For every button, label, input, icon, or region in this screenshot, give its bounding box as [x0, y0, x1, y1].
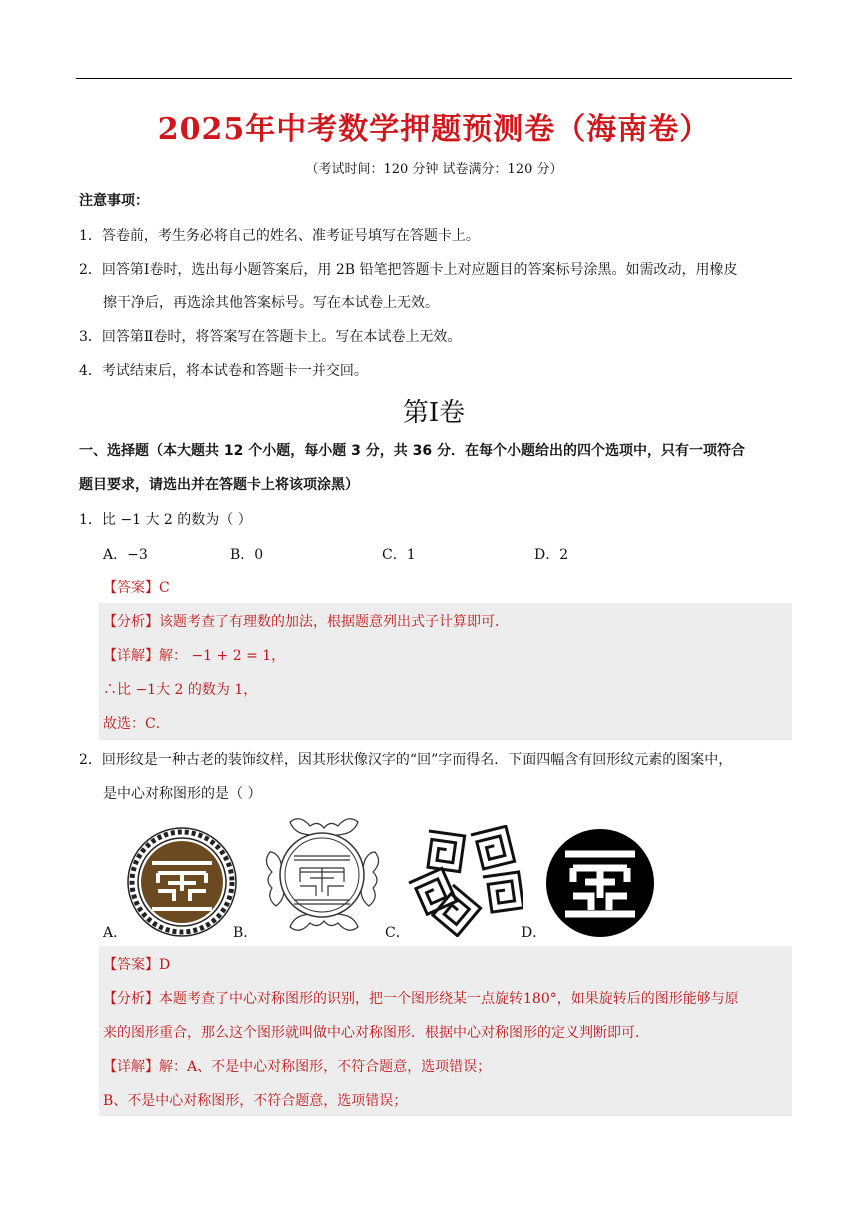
q1-detail-1: 【详解】解： −1 + 2 = 1，	[103, 648, 286, 664]
q2-analysis-cont: 来的图形重合，那么这个图形就叫做中心对称图形．根据中心对称图形的定义判断即可．	[103, 1025, 649, 1041]
pattern-a-figure	[125, 827, 239, 937]
q2-stem-cont: 是中心对称图形的是（ ）	[103, 786, 262, 802]
q1-detail-3: 故选：C．	[103, 716, 170, 732]
notice-heading: 注意事项：	[79, 193, 149, 209]
q1-analysis: 【分析】该题考查了有理数的加法，根据题意列出式子计算即可．	[103, 614, 509, 630]
notice-item-1: 1．答卷前，考生务必将自己的姓名、准考证号填写在答题卡上。	[79, 228, 480, 244]
q1-answer: 【答案】C	[103, 580, 170, 596]
q2-detail-2: B、不是中心对称图形，不符合题意，选项错误；	[103, 1093, 408, 1109]
q2-label-b: B．	[233, 925, 258, 941]
pattern-d-figure	[545, 828, 655, 938]
q2-stem: 2．回形纹是一种古老的装饰纹样，因其形状像汉字的“回”字而得名．下面四幅含有回形纹元素的图案中，	[79, 752, 733, 768]
header-rule	[76, 78, 792, 79]
notice-item-3: 3．回答第Ⅱ卷时，将答案写在答题卡上。写在本试卷上无效。	[79, 329, 462, 345]
q2-label-c: C．	[385, 925, 410, 941]
section-title: 第Ⅰ卷	[402, 398, 466, 428]
pattern-c-figure	[405, 825, 523, 937]
q2-detail-1: 【详解】解：A、不是中心对称图形，不符合题意，选项错误；	[103, 1059, 492, 1075]
q2-label-a: A．	[103, 925, 128, 941]
q1-detail-2: ∴比 −1大 2 的数为 1，	[103, 682, 258, 698]
q1-stem: 1．比 −1 大 2 的数为（ ）	[79, 512, 252, 528]
notice-item-4: 4．考试结束后，将本试卷和答题卡一并交回。	[79, 363, 368, 379]
q2-answer: 【答案】D	[103, 957, 171, 973]
q1-option-d: D．2	[534, 547, 569, 563]
exam-info: （考试时间：120 分钟 试卷满分：120 分）	[305, 162, 563, 177]
notice-item-2: 2．回答第Ⅰ卷时，选出每小题答案后，用 2B 铅笔把答题卡上对应题目的答案标号涂黑。如需改动，用橡皮	[79, 262, 738, 278]
section-instruction: 一、选择题（本大题共 12 个小题，每小题 3 分，共 36 分．在每个小题给出的四个选项中，只有一项符合	[79, 443, 745, 459]
q2-label-d: D．	[521, 925, 547, 941]
notice-item-2-cont: 擦干净后，再选涂其他答案标号。写在本试卷上无效。	[103, 295, 439, 311]
page-title: 2025年中考数学押题预测卷（海南卷）	[157, 112, 711, 147]
pattern-b-figure	[260, 812, 385, 937]
q2-analysis: 【分析】本题考查了中心对称图形的识别，把一个图形绕某一点旋转180°，如果旋转后的图形能够与原	[103, 991, 739, 1007]
q1-option-b: B．0	[230, 547, 264, 563]
q1-option-a: A．−3	[103, 547, 148, 563]
q1-option-c: C．1	[382, 547, 416, 563]
section-instruction-cont: 题目要求，请选出并在答题卡上将该项涂黑）	[79, 477, 359, 493]
